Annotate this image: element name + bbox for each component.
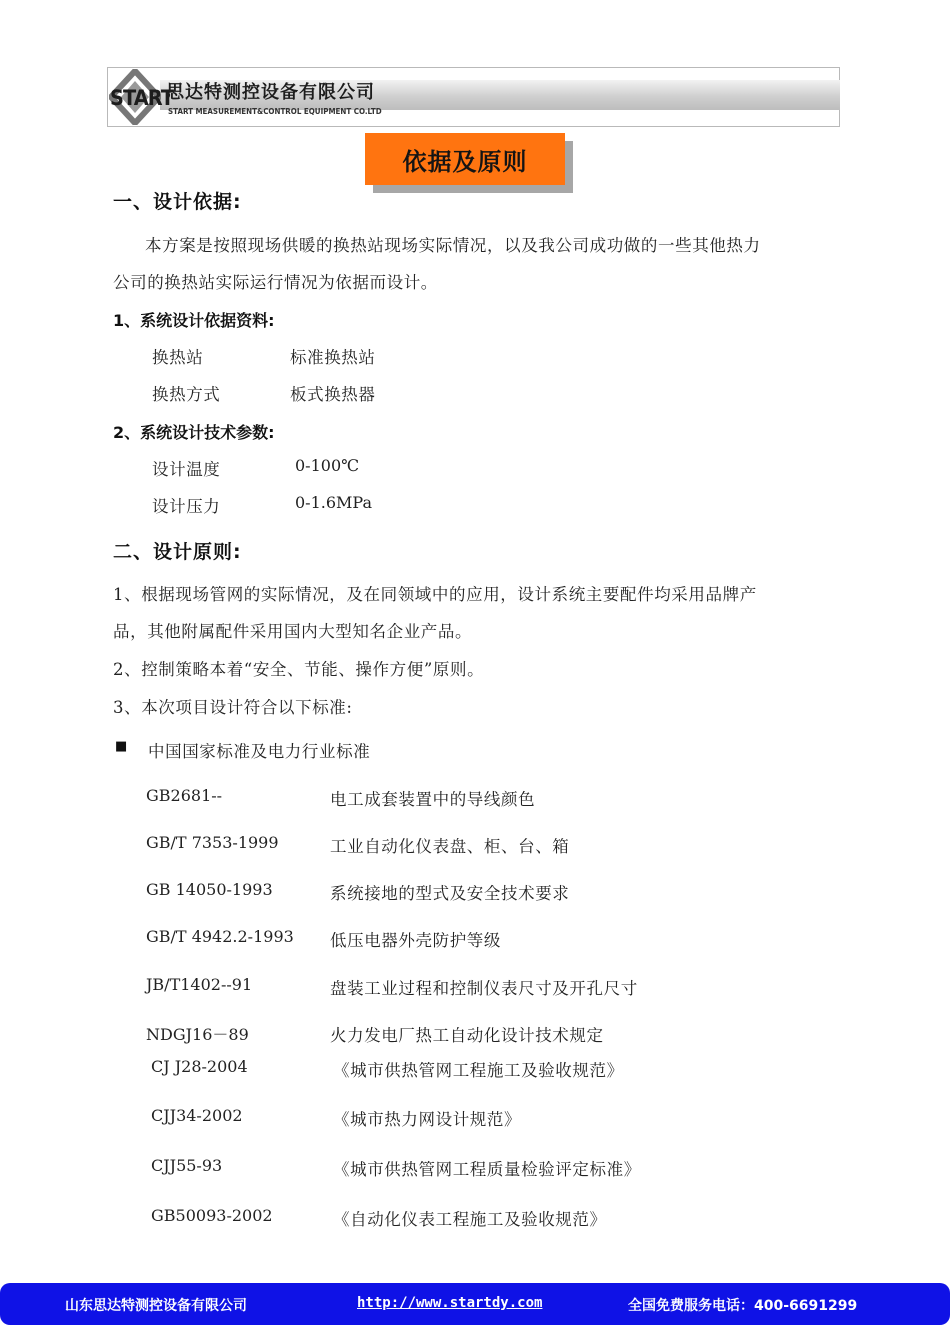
section2-heading: 二、设计原则: (113, 541, 242, 563)
standard-desc: 电工成套装置中的导线颜色 (330, 790, 536, 809)
section1-intro-line1: 本方案是按照现场供暖的换热站现场实际情况，以及我公司成功做的一些其他热力 (145, 236, 761, 255)
sub2-row1-key: 设计温度 (152, 460, 221, 479)
sub1-row1-key: 换热站 (152, 348, 204, 367)
standard-desc: 《自动化仪表工程施工及验收规范》 (333, 1210, 607, 1229)
standard-code: GB2681-- (146, 786, 223, 805)
standard-desc: 盘装工业过程和控制仪表尺寸及开孔尺寸 (330, 979, 638, 998)
standard-code: CJJ55-93 (151, 1156, 223, 1175)
standard-desc: 《城市热力网设计规范》 (333, 1110, 522, 1129)
page-title: 依据及原则 (365, 133, 565, 185)
footer-company: 山东思达特测控设备有限公司 (65, 1298, 247, 1314)
sub2-row1-value: 0-100℃ (295, 456, 360, 475)
sub2-row2-value: 0-1.6MPa (295, 493, 372, 512)
standard-desc: 《城市供热管网工程施工及验收规范》 (333, 1061, 624, 1080)
footer-url-link[interactable]: http://www.startdy.com (357, 1295, 543, 1311)
section1-heading: 一、设计依据: (113, 191, 242, 213)
standard-code: CJ J28-2004 (151, 1057, 248, 1076)
principle-2: 2、控制策略本着“安全、节能、操作方便”原则。 (113, 660, 485, 679)
footer-hotline: 全国免费服务电话：400-6691299 (628, 1298, 858, 1314)
standard-desc: 工业自动化仪表盘、柜、台、箱 (330, 837, 570, 856)
standard-code: GB50093-2002 (151, 1206, 273, 1225)
document-header (107, 67, 840, 127)
section1-intro-line2: 公司的换热站实际运行情况为依据而设计。 (113, 273, 438, 292)
standard-desc: 系统接地的型式及安全技术要求 (330, 884, 570, 903)
company-name-cn: 思达特测控设备有限公司 (166, 82, 375, 103)
sub1-row2-value: 板式换热器 (290, 385, 376, 404)
standard-code: CJJ34-2002 (151, 1106, 243, 1125)
company-name-en: START MEASUREMENT&CONTROL EQUIPMENT CO.LTD (168, 107, 382, 116)
standard-code: GB/T 4942.2-1993 (146, 927, 294, 946)
principle-3: 3、本次项目设计符合以下标准: (113, 698, 353, 717)
standard-code: NDGJ16－89 (146, 1025, 249, 1044)
sub1-row1-value: 标准换热站 (290, 348, 376, 367)
standard-code: GB 14050-1993 (146, 880, 273, 899)
sub1-row2-key: 换热方式 (152, 385, 221, 404)
standard-desc: 低压电器外壳防护等级 (330, 931, 501, 950)
standard-code: JB/T1402--91 (146, 975, 253, 994)
standards-category: 中国国家标准及电力行业标准 (148, 742, 371, 761)
sub2-row2-key: 设计压力 (152, 497, 221, 516)
sub2-heading: 2、系统设计技术参数: (113, 423, 275, 442)
principle-1-line2: 品，其他附属配件采用国内大型知名企业产品。 (113, 622, 473, 641)
footer-bar (0, 1283, 950, 1325)
sub1-heading: 1、系统设计依据资料: (113, 311, 275, 330)
principle-1-line1: 1、根据现场管网的实际情况，及在同领域中的应用，设计系统主要配件均采用品牌产 (113, 585, 757, 604)
standard-code: GB/T 7353-1999 (146, 833, 279, 852)
logo-text: START (110, 86, 174, 110)
standard-desc: 火力发电厂热工自动化设计技术规定 (330, 1026, 604, 1045)
square-bullet-icon: ■ (115, 739, 128, 754)
standard-desc: 《城市供热管网工程质量检验评定标准》 (333, 1160, 641, 1179)
